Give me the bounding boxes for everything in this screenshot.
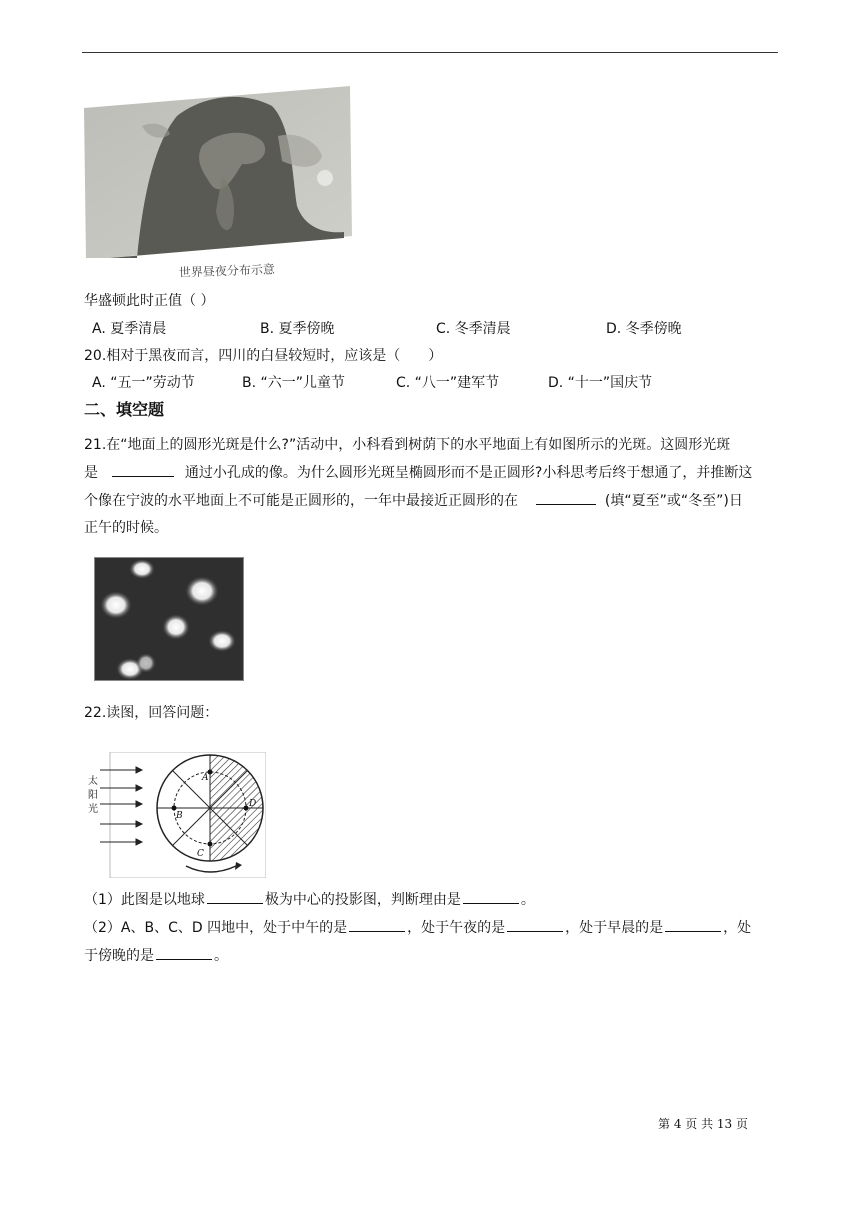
q21-blank-1[interactable]: [112, 462, 174, 477]
q22-blank-evening[interactable]: [156, 945, 212, 960]
q21-line2-end: 通过小孔成的像。为什么圆形光斑呈椭圆形而不是正圆形?小科思考后终于想通了，并推断这: [184, 465, 753, 481]
q21-line2: [84, 462, 752, 482]
sun-label-2: 阳: [88, 790, 98, 801]
q21-line4: 正午的时候。: [84, 520, 168, 536]
page-footer: 第 4 页 共 13 页: [658, 1117, 748, 1131]
q22-blank-morning[interactable]: [665, 917, 721, 932]
header-rule: [82, 52, 778, 53]
q19-option-b[interactable]: B. 夏季傍晚: [260, 321, 335, 337]
q21-line3-start: 个像在宁波的水平地面上不可能是正圆形的，一年中最接近正圆形的在: [84, 493, 518, 509]
earth-polar-diagram: [80, 752, 266, 878]
q20-option-c[interactable]: C. “八一”建军节: [396, 375, 500, 391]
q21-line1: 21.在“地面上的圆形光斑是什么?”活动中，小科看到树荫下的水平地面上有如图所示的光斑。这圆形光斑: [84, 437, 731, 453]
q19-option-c[interactable]: C. 冬季清晨: [436, 321, 511, 337]
q19-option-d[interactable]: D. 冬季傍晚: [606, 321, 682, 337]
point-c-label: C: [197, 849, 204, 859]
q22-sub2-start: （2）A、B、C、D 四地中，处于中午的是: [84, 920, 348, 936]
world-figure-caption: 世界昼夜分布示意: [178, 262, 276, 280]
world-map-image: [82, 86, 354, 282]
q21-line3: [84, 490, 743, 510]
q22-blank-noon[interactable]: [349, 917, 405, 932]
q22-blank-reason[interactable]: [463, 889, 519, 904]
q22-sub1-end: 。: [520, 892, 535, 908]
q22-sub2-tail: ，处: [723, 920, 752, 936]
q22-blank-midnight[interactable]: [507, 917, 563, 932]
q22-sub2-midnight-text: ，处于午夜的是: [407, 920, 506, 936]
q22-sub2-end: 。: [214, 948, 228, 964]
q22-sub2-morning-text: ，处于早晨的是: [565, 920, 664, 936]
q21-blank-2[interactable]: [536, 490, 596, 505]
q20-stem: 20.相对于黑夜而言，四川的白昼较短时，应该是（ ）: [84, 348, 443, 364]
q21-line3-end: (填“夏至”或“冬至”)日: [604, 493, 743, 509]
point-b-label: B: [176, 811, 183, 821]
q22-sub1-middle: 极为中心的投影图，判断理由是: [264, 892, 461, 908]
q20-option-a[interactable]: A. “五一”劳动节: [92, 375, 195, 391]
q22-sub1: [84, 889, 535, 909]
point-a-label: A: [202, 773, 209, 783]
point-d-label: D: [249, 799, 257, 809]
sunlight-arrows: [100, 767, 142, 845]
q19-option-a[interactable]: A. 夏季清晨: [92, 321, 167, 337]
q22-sub2-line2: [84, 945, 228, 965]
q20-option-b[interactable]: B. “六一”儿童节: [242, 375, 346, 391]
q22-sub1-start: （1）此图是以地球: [84, 892, 205, 908]
q22-sub2: [84, 917, 751, 937]
q22-sub2-evening-text: 于傍晚的是: [84, 948, 154, 964]
sun-label-1: 太: [88, 776, 98, 787]
q19-stem: 华盛顿此时正值（ ）: [84, 293, 215, 309]
q22-blank-pole[interactable]: [207, 889, 263, 904]
light-spots-photo: [94, 557, 244, 681]
q20-option-d[interactable]: D. “十一”国庆节: [548, 375, 653, 391]
q22-stem: 22.读图，回答问题：: [84, 705, 219, 721]
section-title-fill-in: 二、填空题: [84, 400, 165, 419]
world-daynight-figure: [82, 86, 354, 282]
rotation-arrow: [186, 866, 236, 872]
q21-line2-start: 是: [84, 465, 98, 481]
sun-label-3: 光: [88, 804, 98, 815]
